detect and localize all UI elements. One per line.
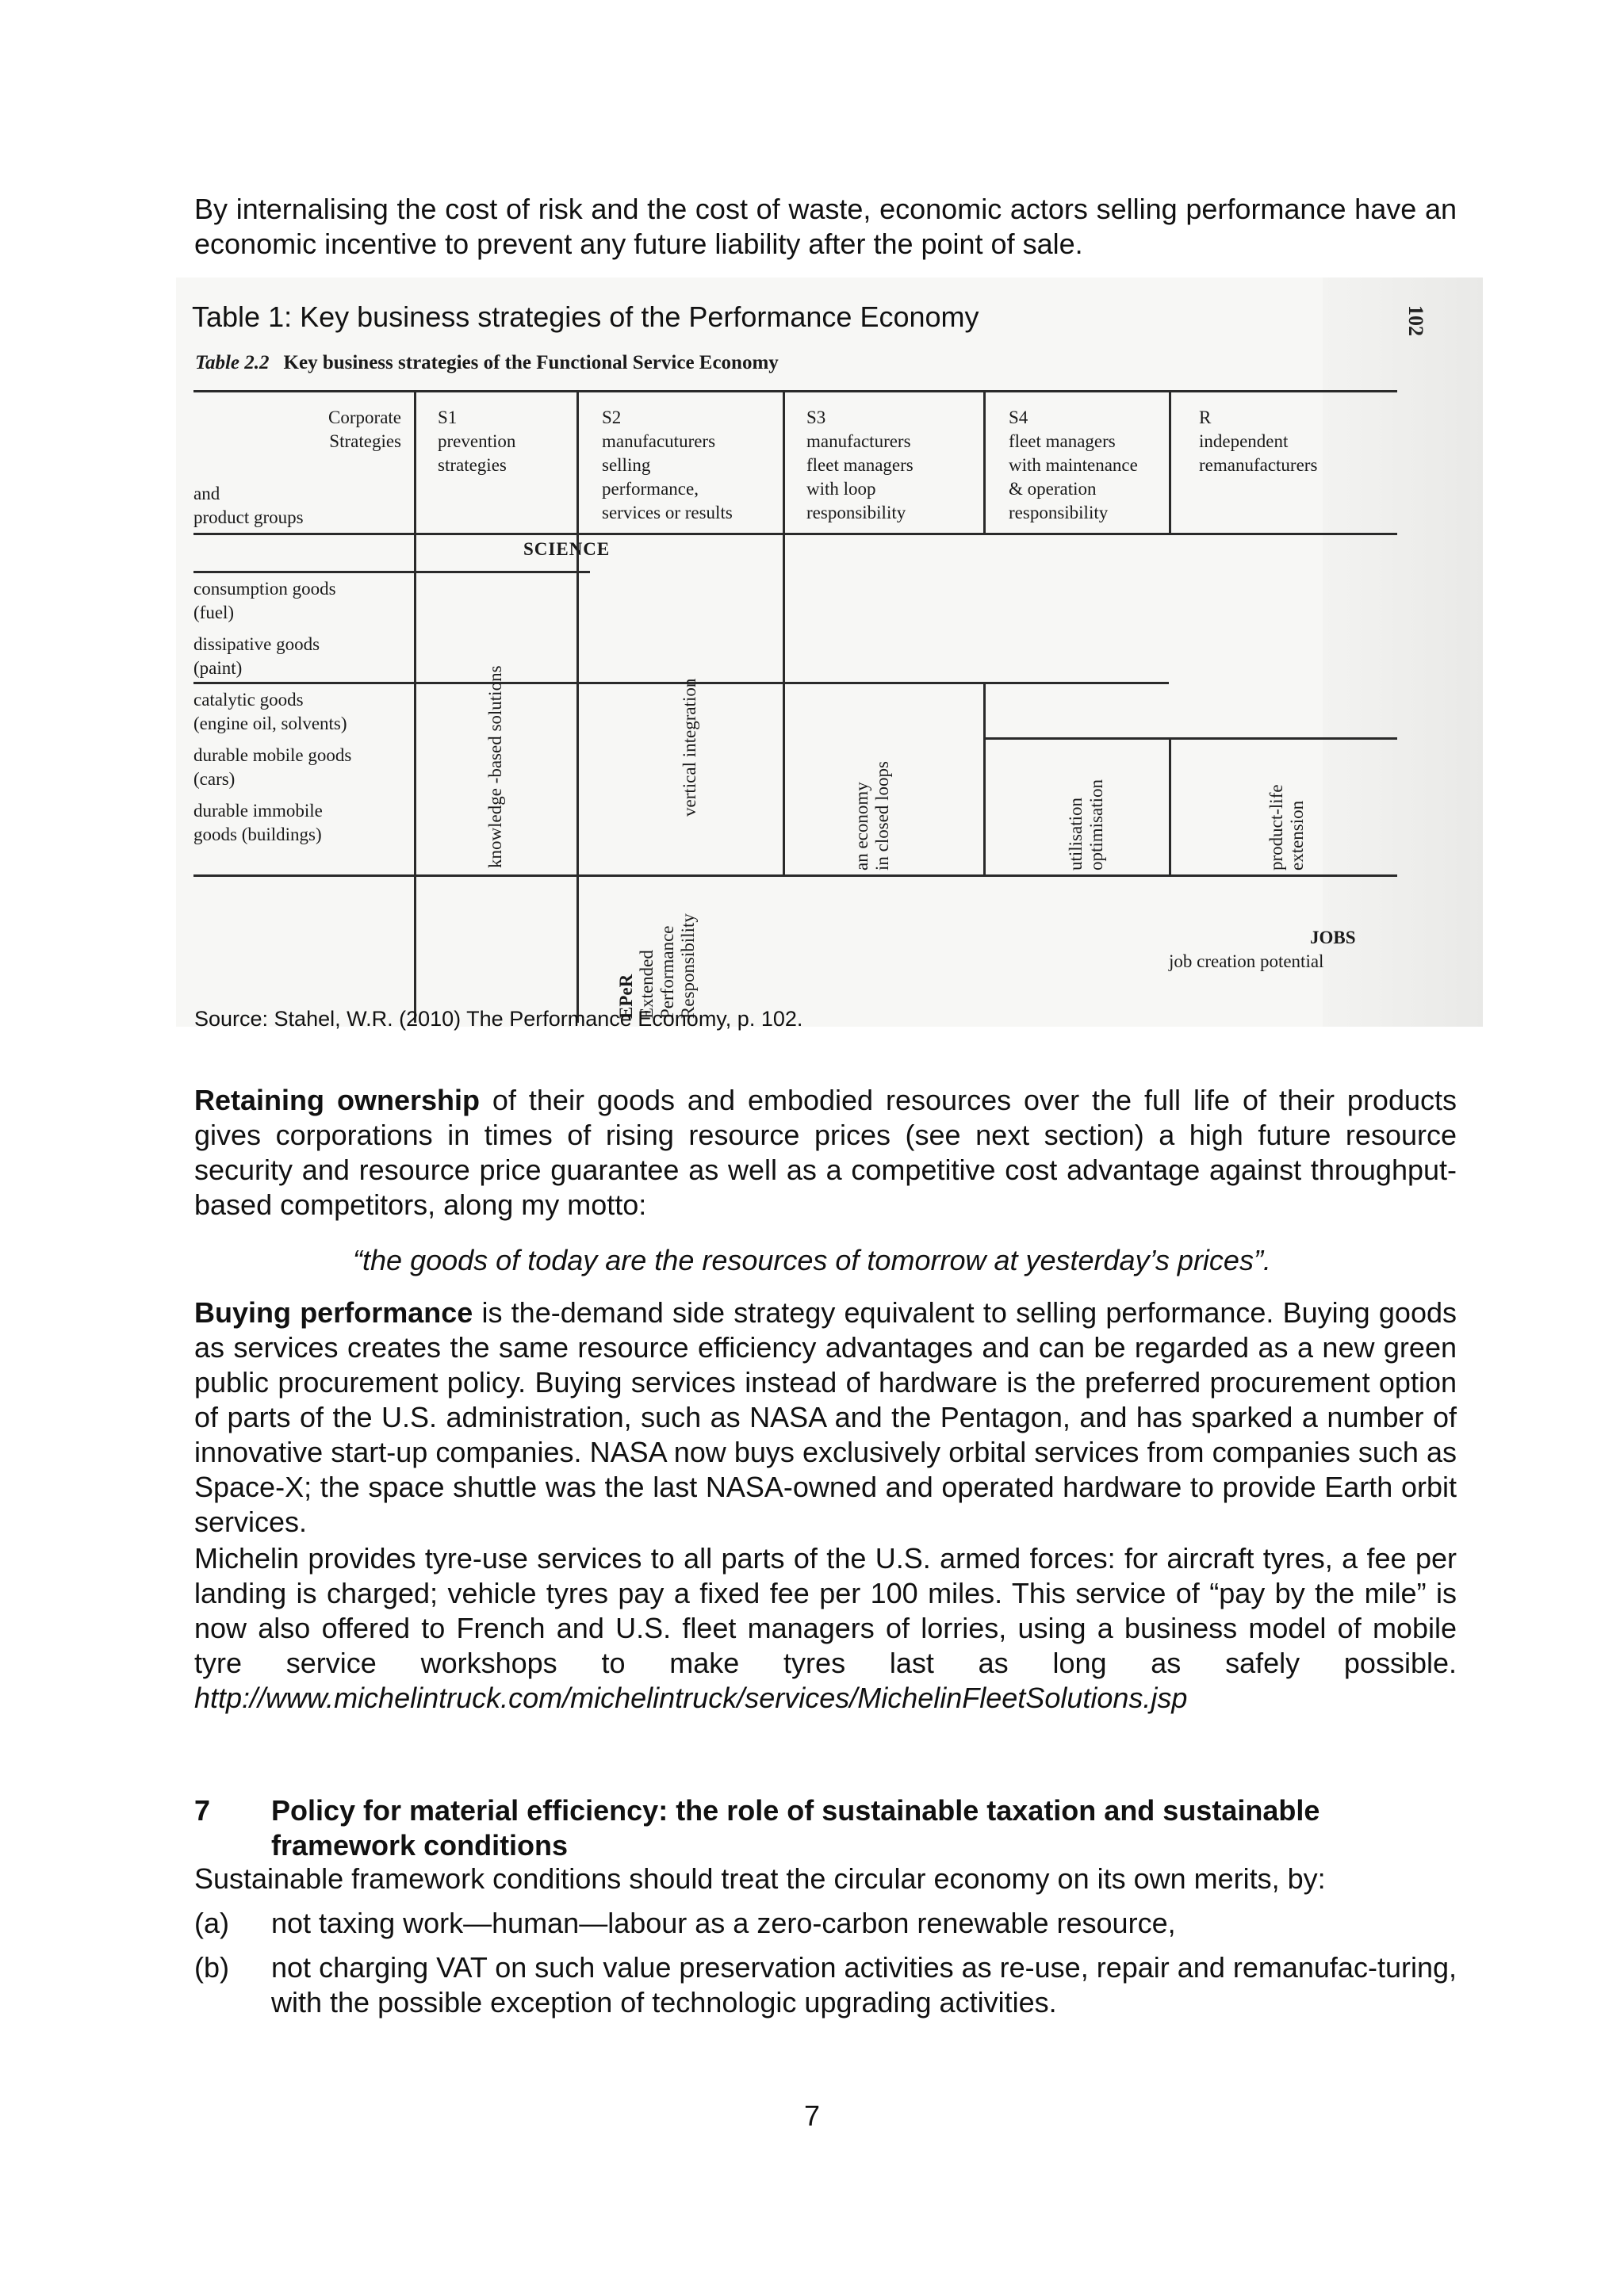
column-line: manufacturers: [806, 431, 911, 451]
book-page-number: 102: [1404, 305, 1427, 336]
vertical-integration-label: vertical integration: [680, 678, 699, 817]
retaining-text: of their goods and embodied resources over the full life of their products gives corporations in times of rising resource prices (see next section) a high future resource security and resource price guarantee as well as a competitive cost advantage against throughput-based competitors, along my motto:: [194, 1084, 1457, 1221]
column-code: S1: [438, 408, 458, 427]
row-line: durable mobile goods: [193, 745, 352, 765]
science-label: SCIENCE: [523, 539, 611, 559]
row-line: (cars): [193, 769, 236, 789]
column-line: with loop: [806, 479, 876, 499]
row-line: consumption goods: [193, 579, 336, 599]
s3-box-top-rule: [590, 682, 1169, 684]
col-divider-3: [783, 390, 785, 874]
row-line: dissipative goods: [193, 634, 320, 654]
strategy-table-figure: [176, 341, 1397, 1023]
row-label-dissipative: [193, 633, 416, 680]
michelin-text: Michelin provides tyre-use services to all parts of the U.S. armed forces: for aircraft tyres, a fee per landing is charged; vehicle tyres pay a fixed fee per 100 miles. This service of “pay by the mile” is now also offered to French and U.S. fleet managers of lorries, using a business model of mobile tyre service workshops to make tyres last as long as safely possible.: [194, 1542, 1457, 1679]
column-line: fleet managers: [1009, 431, 1116, 451]
list-item-b: not charging VAT on such value preservation activities as re-use, repair and remanufac-turing, with the possible exception of technologic upgrading activities.: [271, 1951, 1457, 2019]
column-line: independent: [1199, 431, 1289, 451]
michelin-paragraph: [194, 1541, 1457, 1716]
row-label-consumption: [193, 577, 416, 625]
column-code: S4: [1009, 408, 1028, 427]
column-line: prevention: [438, 431, 516, 451]
section-title: Policy for material efficiency: the role of sustainable taxation and sustainable framework conditions: [271, 1794, 1320, 1862]
closed-loops-label-1: an economy: [852, 782, 871, 871]
column-header-s1: [438, 406, 515, 477]
s4-box-top-rule: [983, 737, 1397, 740]
row-line: catalytic goods: [193, 690, 304, 710]
lower-rule: [193, 874, 1397, 877]
row-line: (fuel): [193, 603, 235, 622]
figure-title-label: Table 2.2: [195, 352, 270, 373]
column-header-s2: [602, 406, 733, 525]
row-line: (paint): [193, 658, 243, 678]
figure-title: [195, 352, 779, 374]
corner-header-bottom: [193, 482, 304, 530]
column-header-s4: [1009, 406, 1138, 525]
eper-performance-label: Performance: [657, 925, 677, 1019]
list-item-a: not taxing work—human—labour as a zero-carbon renewable resource,: [271, 1907, 1176, 1939]
column-line: manufacuturers: [602, 431, 716, 451]
buying-bold: Buying performance: [194, 1296, 473, 1329]
column-line: with maintenance: [1009, 455, 1138, 475]
product-life-label-1: product-life: [1266, 784, 1286, 871]
corner-line: and: [193, 484, 220, 503]
table-top-rule: [193, 390, 1397, 392]
row-line: goods (buildings): [193, 825, 322, 844]
column-line: selling: [602, 455, 651, 475]
column-line: responsibility: [1009, 503, 1109, 522]
column-line: responsibility: [806, 503, 906, 522]
header-bottom-rule: [193, 533, 1397, 535]
column-code: R: [1199, 408, 1212, 427]
section-number: 7: [194, 1794, 211, 1827]
column-code: S3: [806, 408, 826, 427]
row-label-durable-mobile: [193, 744, 416, 791]
row-line: (engine oil, solvents): [193, 714, 347, 733]
closed-loops-label-2: in closed loops: [872, 761, 892, 871]
col-divider-4: [983, 390, 986, 533]
retaining-bold: Retaining ownership: [194, 1084, 480, 1116]
motto-quote: “the goods of today are the resources of tomorrow at yesterday’s prices”.: [353, 1244, 1271, 1276]
column-header-s3: [806, 406, 914, 525]
column-line: performance,: [602, 479, 699, 499]
intro-paragraph: By internalising the cost of risk and the cost of waste, economic actors selling performance have an economic incentive to prevent any future liability after the point of sale.: [194, 193, 1457, 260]
corner-header-top: [193, 406, 401, 453]
table-caption: Table 1: Key business strategies of the Performance Economy: [192, 300, 979, 333]
column-line: services or results: [602, 503, 733, 522]
corner-line: Corporate: [328, 408, 401, 427]
column-line: fleet managers: [806, 455, 914, 475]
table-source: Source: Stahel, W.R. (2010) The Performance Economy, p. 102.: [194, 1007, 803, 1031]
column-line: & operation: [1009, 479, 1097, 499]
column-line: strategies: [438, 455, 507, 475]
row-rule-2: [193, 682, 590, 684]
row-label-catalytic: [193, 688, 416, 736]
jobs-label: JOBS: [1310, 928, 1356, 947]
row-line: durable immobile: [193, 801, 323, 821]
corner-line: product groups: [193, 507, 304, 527]
knowledge-label: knowledge -based solutions: [485, 665, 505, 868]
col-divider-4b: [983, 682, 986, 874]
figure-title-text: Key business strategies of the Functional Service Economy: [283, 352, 779, 373]
eper-label: EPeR: [616, 974, 636, 1019]
jobs-sublabel: job creation potential: [1169, 951, 1324, 971]
utilisation-label-2: optimisation: [1086, 779, 1106, 871]
column-code: S2: [602, 408, 622, 427]
column-line: remanufacturers: [1199, 455, 1318, 475]
row-label-durable-immobile: [193, 799, 416, 847]
row-rule-1: [193, 571, 590, 573]
col-divider-5: [1169, 390, 1171, 533]
buying-paragraph: [194, 1295, 1457, 1540]
eper-extended-label: Extended: [637, 950, 657, 1019]
page-number: 7: [803, 2099, 821, 2132]
col-divider-2: [576, 390, 579, 1023]
list-marker-b: (b): [194, 1951, 229, 1984]
framework-paragraph: Sustainable framework conditions should treat the circular economy on its own merits, by:: [194, 1862, 1326, 1895]
column-header-r: [1199, 406, 1317, 477]
retaining-paragraph: [194, 1083, 1457, 1223]
list-marker-a: (a): [194, 1907, 229, 1939]
utilisation-label-1: utilisation: [1066, 798, 1086, 871]
product-life-label-2: extension: [1287, 800, 1307, 871]
col-divider-5b: [1169, 737, 1171, 874]
michelin-link[interactable]: http://www.michelintruck.com/michelintruck/services/MichelinFleetSolutions.jsp: [194, 1682, 1188, 1714]
corner-line: Strategies: [329, 431, 401, 451]
eper-responsibility-label: Responsibility: [678, 913, 698, 1019]
buying-text: is the-demand side strategy equivalent to selling performance. Buying goods as services creates the same resource efficiency advantages and can be regarded as a new green public procurement policy. Buying services instead of hardware is the preferred procurement option of parts of the U.S. administration, such as NASA and the Pentagon, and has sparked a number of innovative start-up companies. NASA now buys exclusively orbital services from companies such as Space-X; the space shuttle was the last NASA-owned and operated hardware to provide Earth orbit services.: [194, 1296, 1457, 1538]
